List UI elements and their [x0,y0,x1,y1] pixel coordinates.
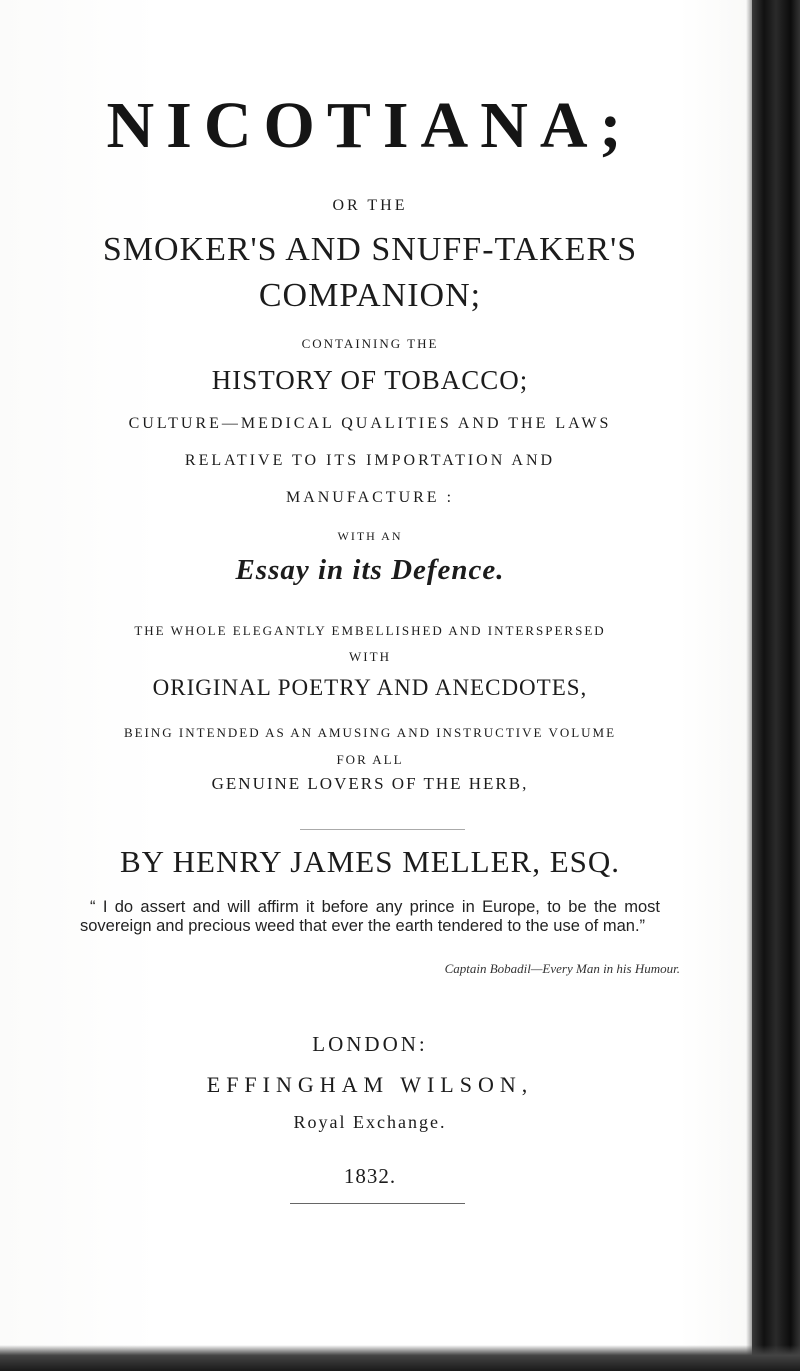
original-poetry-heading: ORIGINAL POETRY AND ANECDOTES, [152,675,588,700]
imprint-publisher: EFFINGHAM WILSON, [206,1072,534,1097]
genuine-lovers-line: GENUINE LOVERS OF THE HERB, [211,774,529,793]
intended-line: BEING INTENDED AS AN AMUSING AND INSTRUCTIVE VOLUME [123,725,617,740]
history-heading: HISTORY OF TOBACCO; [211,365,529,395]
description-line-2: WITH [349,649,391,664]
essay-heading: Essay in its Defence. [235,554,505,586]
epigraph-attribution: Captain Bobadil—Every Man in his Humour. [444,961,680,976]
author-line: BY HENRY JAMES MELLER, ESQ. [119,844,621,879]
containing-text: CONTAINING THE [301,336,439,351]
subtitle-line-2: COMPANION; [258,277,482,314]
subtitle-line-1: SMOKER'S AND SNUFF-TAKER'S [102,231,638,268]
imprint-city: LONDON: [312,1032,428,1056]
contents-line-1: CULTURE—MEDICAL QUALITIES AND THE LAWS [128,415,612,432]
or-the-text: OR THE [332,197,408,214]
contents-line-2: RELATIVE TO ITS IMPORTATION AND [184,452,556,469]
epigraph-quote: “ I do assert and will affirm it before any prince in Europe, to be the most sovereign and precious weed that ever the earth tendered to the use of man.” [80,898,660,935]
book-bottom-edge [0,1345,800,1371]
divider-rule [300,829,465,830]
imprint-address: Royal Exchange. [293,1112,447,1132]
book-binding-edge [752,0,800,1371]
description-line-1: THE WHOLE ELEGANTLY EMBELLISHED AND INTERSPERSED [134,623,606,638]
for-all-text: FOR ALL [336,752,404,767]
book-title: NICOTIANA; [106,89,634,162]
publication-year: 1832. [343,1164,397,1188]
with-an-text: WITH AN [337,529,403,543]
bottom-rule [290,1203,465,1204]
contents-line-3: MANUFACTURE : [285,489,455,506]
